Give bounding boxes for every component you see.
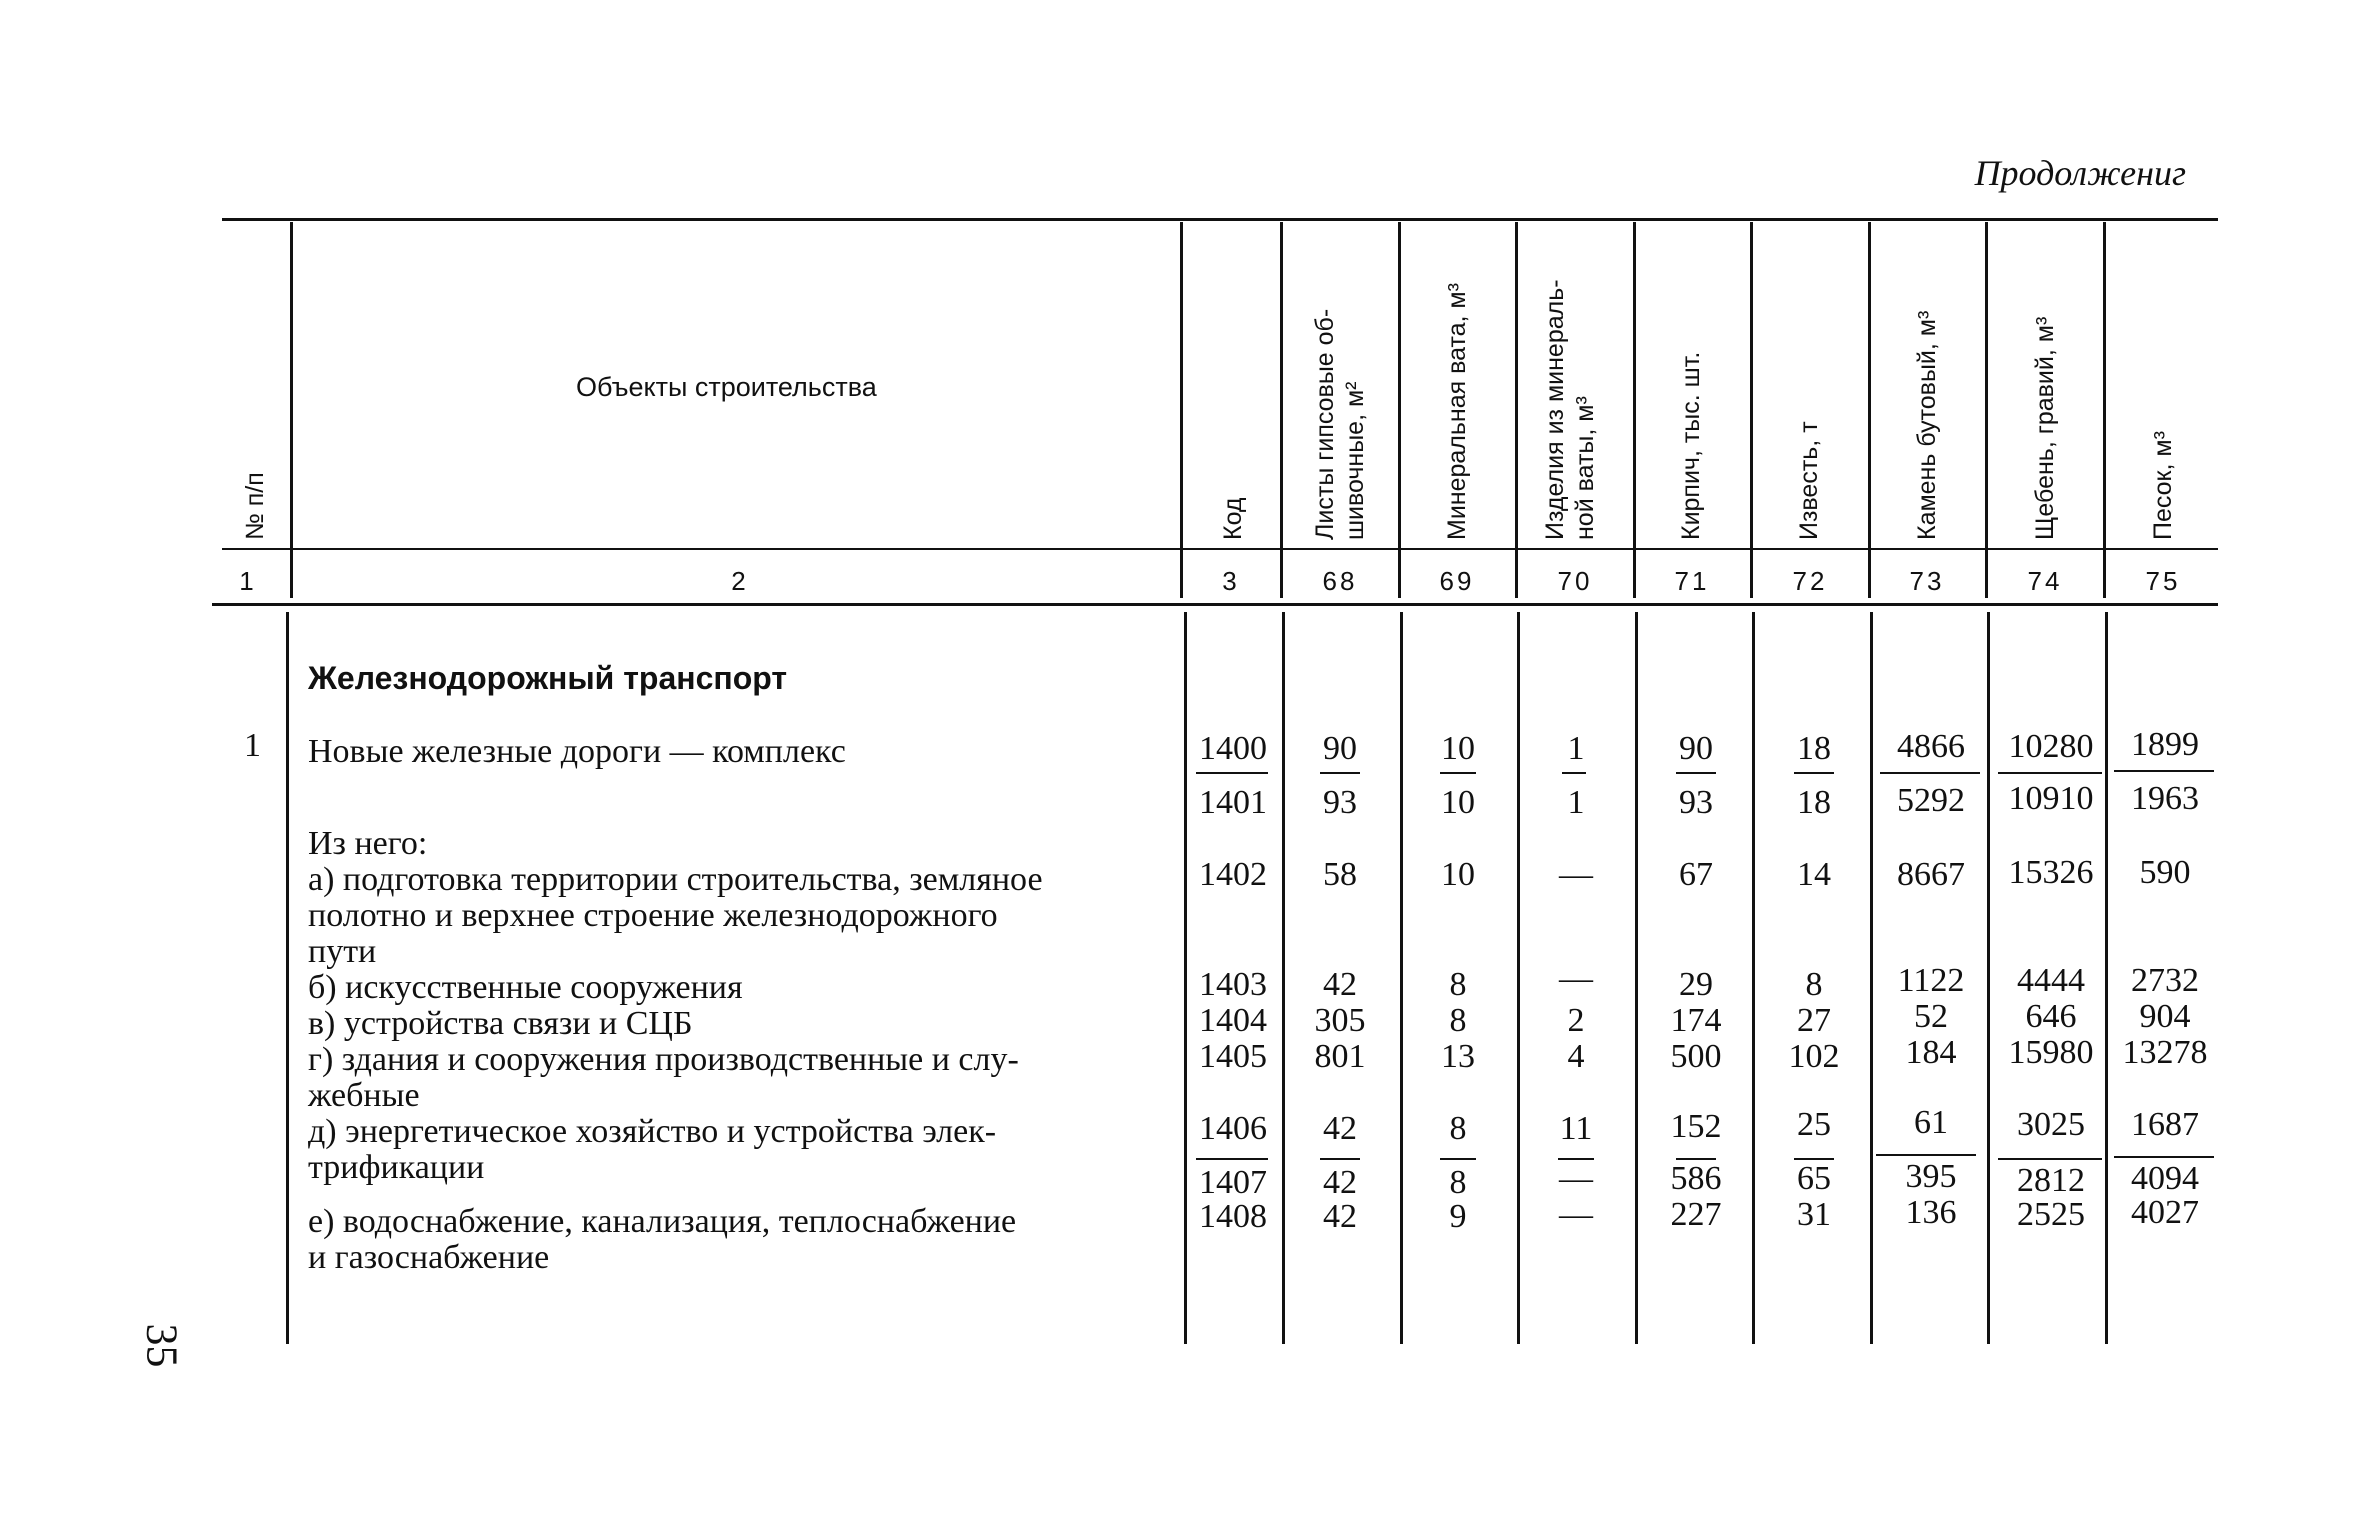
cell-c68: 305: [1314, 1002, 1366, 1039]
cell-c70: —: [1559, 1160, 1593, 1197]
cell-c71: 152: [1670, 1108, 1722, 1145]
cell-code: 1401: [1199, 784, 1267, 821]
colnum-72: 72: [1792, 566, 1828, 596]
cell-c74: 2812: [2017, 1162, 2085, 1199]
cell-c68: 42: [1323, 1110, 1357, 1147]
item-number: 1: [244, 727, 261, 764]
row-label-a-cont: полотно и верхнее строение железнодорожного: [308, 897, 998, 934]
cell-c68: 90: [1323, 730, 1357, 767]
row-label-new-roads: Новые железные дороги — комплекс: [308, 733, 846, 770]
colnum-70: 70: [1557, 566, 1593, 596]
col-divider: [1280, 222, 1283, 598]
cell-c74: 10910: [2008, 780, 2094, 817]
fraction-bar: [1998, 772, 2102, 774]
header-rule: [222, 548, 2218, 550]
col-divider: [1985, 222, 1988, 598]
row-label-e-cont: и газоснабжение: [308, 1239, 550, 1276]
cell-c72: 14: [1797, 856, 1831, 893]
colnum-2: 2: [731, 566, 749, 596]
colnum-68: 68: [1322, 566, 1358, 596]
cell-c74: 2525: [2017, 1196, 2085, 1233]
cell-c68: 42: [1323, 1198, 1357, 1235]
cell-c73: 184: [1905, 1034, 1957, 1071]
fraction-bar: [1320, 772, 1360, 774]
cell-code: 1403: [1199, 966, 1267, 1003]
fraction-bar: [2114, 770, 2214, 772]
row-label-e: е) водоснабжение, канализация, теплоснабжение: [308, 1203, 1017, 1240]
colnum-73: 73: [1909, 566, 1945, 596]
fraction-bar: [1880, 772, 1980, 774]
cell-c74: 3025: [2017, 1106, 2085, 1143]
continuation-label: Продолжениг: [1974, 153, 2186, 193]
colnum-75: 75: [2145, 566, 2181, 596]
cell-c72: 18: [1797, 730, 1831, 767]
cell-c74: 646: [2025, 998, 2077, 1035]
row-label-d: д) энергетическое хозяйство и устройства элек-: [308, 1113, 997, 1150]
cell-c71: 90: [1679, 730, 1713, 767]
cell-code: 1400: [1199, 730, 1267, 767]
fraction-bar: [1320, 1158, 1360, 1160]
col-divider: [1752, 612, 1755, 1344]
cell-c75: 1963: [2131, 780, 2199, 817]
cell-c73: 136: [1905, 1194, 1957, 1231]
fraction-bar: [1562, 772, 1586, 774]
col-divider: [290, 222, 293, 598]
cell-c70: 2: [1567, 1002, 1585, 1039]
cell-c75: 4027: [2131, 1194, 2199, 1231]
colnum-3: 3: [1222, 566, 1240, 596]
fraction-bar: [1440, 772, 1476, 774]
row-label-of-it: Из него:: [308, 825, 428, 862]
fraction-bar: [1196, 772, 1268, 774]
colnum-rule: [212, 603, 2218, 606]
cell-code: 1406: [1199, 1110, 1267, 1147]
cell-c73: 8667: [1897, 856, 1965, 893]
cell-code: 1408: [1199, 1198, 1267, 1235]
cell-c70: 1: [1567, 730, 1585, 767]
cell-c71: 500: [1670, 1038, 1722, 1075]
cell-c75: 13278: [2122, 1034, 2208, 1071]
cell-c69: 13: [1441, 1038, 1475, 1075]
cell-c73: 5292: [1897, 782, 1965, 819]
col-divider: [1868, 222, 1871, 598]
fraction-bar: [2114, 1156, 2214, 1158]
col-divider: [1515, 222, 1518, 598]
colnum-74: 74: [2027, 566, 2063, 596]
cell-c72: 25: [1797, 1106, 1831, 1143]
cell-c72: 31: [1797, 1196, 1831, 1233]
col-divider: [1870, 612, 1873, 1344]
cell-c71: 174: [1670, 1002, 1722, 1039]
section-title: Железнодорожный транспорт: [308, 660, 788, 696]
cell-c71: 93: [1679, 784, 1713, 821]
colnum-69: 69: [1439, 566, 1475, 596]
fraction-bar: [1196, 1158, 1268, 1160]
cell-c69: 10: [1441, 784, 1475, 821]
fraction-bar: [1440, 1158, 1476, 1160]
cell-c70: —: [1559, 1196, 1593, 1233]
cell-c69: 8: [1449, 1002, 1467, 1039]
col-divider: [1987, 612, 1990, 1344]
cell-c70: 1: [1567, 784, 1585, 821]
row-label-v: в) устройства связи и СЦБ: [308, 1005, 693, 1042]
cell-c69: 10: [1441, 856, 1475, 893]
cell-c74: 10280: [2008, 728, 2094, 765]
cell-c71: 227: [1670, 1196, 1722, 1233]
cell-code: 1407: [1199, 1164, 1267, 1201]
fraction-bar: [1876, 1154, 1976, 1156]
col-divider: [1635, 612, 1638, 1344]
cell-c73: 4866: [1897, 728, 1965, 765]
cell-c70: —: [1559, 960, 1593, 997]
cell-c68: 42: [1323, 1164, 1357, 1201]
cell-c69: 8: [1449, 966, 1467, 1003]
cell-c73: 1122: [1897, 962, 1965, 999]
cell-c74: 4444: [2017, 962, 2085, 999]
fraction-bar: [1794, 772, 1834, 774]
cell-c73: 52: [1914, 998, 1948, 1035]
col-divider: [1633, 222, 1636, 598]
cell-c72: 8: [1805, 966, 1823, 1003]
cell-c69: 8: [1449, 1164, 1467, 1201]
page-number: 35: [137, 1323, 187, 1368]
cell-c72: 102: [1788, 1038, 1840, 1075]
col-divider: [1750, 222, 1753, 598]
cell-c69: 9: [1449, 1198, 1467, 1235]
cell-c70: 4: [1567, 1038, 1585, 1075]
cell-c73: 61: [1914, 1104, 1948, 1141]
col-divider: [1517, 612, 1520, 1344]
cell-c72: 65: [1797, 1160, 1831, 1197]
cell-c68: 58: [1323, 856, 1357, 893]
col-divider: [286, 612, 289, 1344]
cell-c75: 2732: [2131, 962, 2199, 999]
col-divider: [1180, 222, 1183, 598]
row-label-b: б) искусственные сооружения: [308, 969, 743, 1006]
cell-c71: 29: [1679, 966, 1713, 1003]
col-divider: [2103, 222, 2106, 598]
fraction-bar: [1676, 772, 1716, 774]
colnum-71: 71: [1674, 566, 1710, 596]
row-label-g-cont: жебные: [308, 1077, 420, 1114]
cell-c68: 42: [1323, 966, 1357, 1003]
col-divider: [1398, 222, 1401, 598]
cell-c69: 8: [1449, 1110, 1467, 1147]
cell-c69: 10: [1441, 730, 1475, 767]
fraction-bar: [1998, 1158, 2102, 1160]
cell-c73: 395: [1905, 1158, 1957, 1195]
cell-c71: 67: [1679, 856, 1713, 893]
cell-c70: 11: [1559, 1110, 1593, 1147]
cell-c75: 1899: [2131, 726, 2199, 763]
row-label-a: а) подготовка территории строительства, земляное: [308, 861, 1043, 898]
cell-c75: 904: [2139, 998, 2191, 1035]
cell-c74: 15326: [2008, 854, 2094, 891]
cell-code: 1405: [1199, 1038, 1267, 1075]
header-objects: Объекты строительства: [576, 372, 877, 402]
colnum-1: 1: [239, 566, 257, 596]
cell-code: 1404: [1199, 1002, 1267, 1039]
cell-code: 1402: [1199, 856, 1267, 893]
cell-c68: 801: [1314, 1038, 1366, 1075]
row-label-d-cont: трификации: [308, 1149, 485, 1186]
cell-c75: 590: [2139, 854, 2191, 891]
cell-c72: 18: [1797, 784, 1831, 821]
cell-c74: 15980: [2008, 1034, 2094, 1071]
cell-c71: 586: [1670, 1160, 1722, 1197]
row-label-g: г) здания и сооружения производственные и слу-: [308, 1041, 1019, 1078]
cell-c75: 1687: [2131, 1106, 2199, 1143]
cell-c68: 93: [1323, 784, 1357, 821]
row-label-a-cont: пути: [308, 933, 377, 970]
cell-c75: 4094: [2131, 1160, 2199, 1197]
cell-c70: —: [1559, 856, 1593, 893]
table-top-rule: [222, 218, 2218, 221]
cell-c72: 27: [1797, 1002, 1831, 1039]
